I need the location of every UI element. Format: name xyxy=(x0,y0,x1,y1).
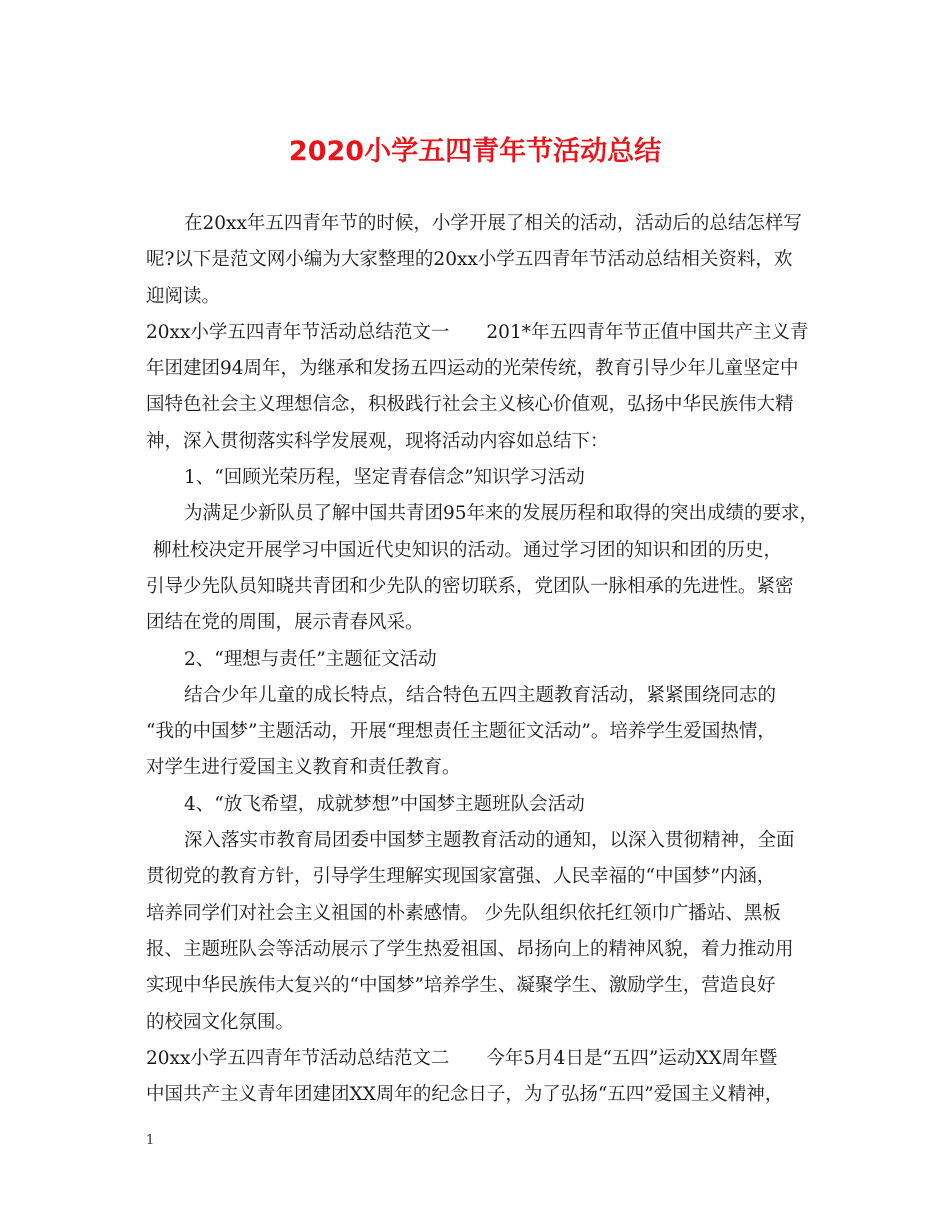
paragraph-line: 国特色社会主义理想信念，积极践行社会主义核心价值观，弘扬中华民族伟大精 xyxy=(146,394,794,416)
paragraph-line: 神，深入贯彻落实科学发展观，现将活动内容如总结下： xyxy=(146,430,609,452)
paragraph-line: 引导少先队员知晓共青团和少先队的密切联系，党团队一脉相承的先进性。紧密 xyxy=(146,575,794,597)
paragraph-line: 中国共产主义青年团建团XX周年的纪念日子，为了弘扬“五四”爱国主义精神， xyxy=(146,1084,784,1106)
paragraph-line: 结合少年儿童的成长特点，结合特色五四主题教育活动，紧紧围绕同志的 xyxy=(184,684,777,706)
paragraph-line: 实现中华民族伟大复兴的“中国梦”培养学生、凝聚学生、激励学生，营造良好 xyxy=(146,975,776,997)
paragraph-line: 在20xx年五四青年节的时候，小学开展了相关的活动，活动后的总结怎样写 xyxy=(184,213,802,234)
paragraph-line: 柳杜校决定开展学习中国近代史知识的活动。通过学习团的知识和团的历史， xyxy=(153,539,783,561)
paragraph-line: 的校园文化氛围。 xyxy=(146,1011,295,1033)
page-number: 1 xyxy=(146,1133,155,1148)
paragraph-line: 深入落实市教育局团委中国梦主题教育活动的通知，以深入贯彻精神，全面 xyxy=(184,830,795,852)
section-heading-line: 20xx小学五四青年节活动总结范文二 今年5月4日是“五四”运动XX周年暨 xyxy=(146,1047,778,1069)
paragraph-line: 对学生进行爱国主义教育和责任教育。 xyxy=(146,757,461,779)
list-item-heading: 4、“放飞希望，成就梦想”中国梦主题班队会活动 xyxy=(184,793,585,815)
section-heading-line: 20xx小学五四青年节活动总结范文一 201*年五四青年节正值中国共产主义青 xyxy=(146,321,809,343)
paragraph-line: 为满足少新队员了解中国共青团95年来的发展历程和取得的突出成绩的要求， xyxy=(184,503,819,525)
paragraph-line: 培养同学们对社会主义祖国的朴素感情。 少先队组织依托红领巾广播站、黑板 xyxy=(146,902,781,924)
list-item-heading: 2、“理想与责任”主题征文活动 xyxy=(184,648,437,670)
page-title: 2020小学五四青年节活动总结 xyxy=(288,136,662,167)
list-item-heading: 1、“回顾光荣历程，坚定青春信念”知识学习活动 xyxy=(184,467,585,489)
paragraph-line: “我的中国梦”主题活动，开展“理想责任主题征文活动”。培养学生爱国热情， xyxy=(146,721,776,743)
paragraph-line: 迎阅读。 xyxy=(146,285,221,307)
paragraph-line: 呢?以下是范文网小编为大家整理的20xx小学五四青年节活动总结相关资料，欢 xyxy=(146,249,793,271)
paragraph-line: 报、主题班队会等活动展示了学生热爱祖国、昂扬向上的精神风貌，着力推动用 xyxy=(146,938,794,960)
paragraph-line: 团结在党的周围，展示青春风采。 xyxy=(146,612,424,634)
paragraph-line: 年团建团94周年，为继承和发扬五四运动的光荣传统，教育引导少年儿童坚定中 xyxy=(146,358,799,380)
paragraph-line: 贯彻党的教育方针，引导学生理解实现国家富强、人民幸福的“中国梦”内涵， xyxy=(146,866,776,888)
document-body xyxy=(146,206,826,1113)
